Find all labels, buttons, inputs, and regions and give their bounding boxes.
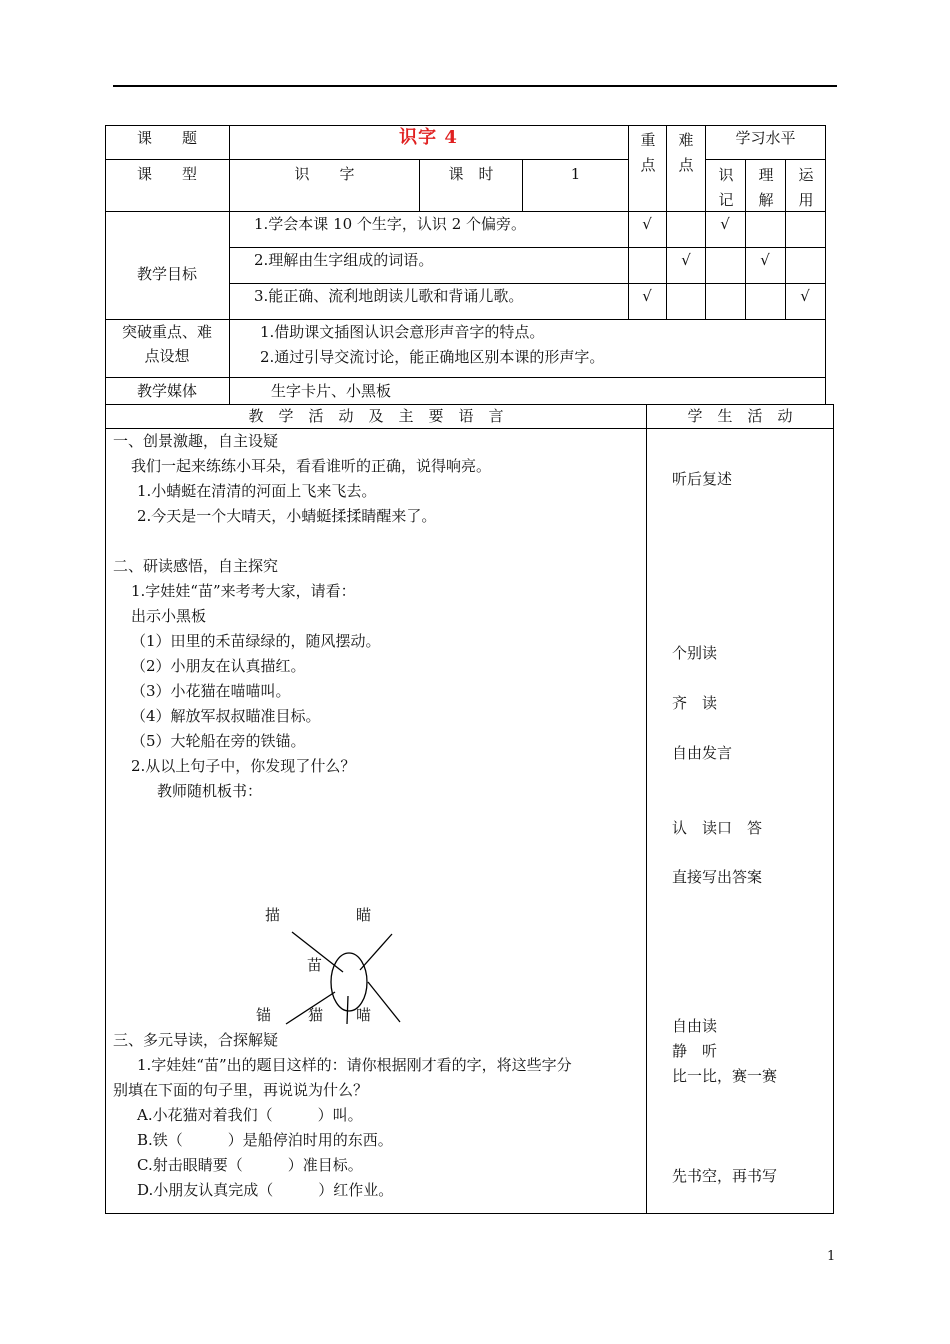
section2-sentence: （1）田里的禾苗绿绿的，随风摆动。 <box>131 632 381 650</box>
teacher-activity-header: 教 学 活 动 及 主 要 语 言 <box>248 407 504 425</box>
page-number: 1 <box>827 1249 836 1264</box>
student-activity: 自由发言 <box>672 744 733 762</box>
student-activity: 齐 读 <box>672 694 718 712</box>
diagram-ellipse <box>331 953 367 1011</box>
lesson-title: 识字 4 <box>399 127 458 148</box>
student-activity: 自由读 <box>672 1017 718 1035</box>
goal-memorize-mark: √ <box>720 215 730 233</box>
goal-key-mark: √ <box>642 287 652 305</box>
goals-label: 教学目标 <box>136 265 197 283</box>
breakthrough-line1: 1.借助课文插图认识会意形声音字的特点。 <box>260 323 545 341</box>
section3-item-line1: 1.字娃娃“苗”出的题目这样的：请你根据刚才看的字，将这些字分 <box>137 1056 572 1074</box>
breakthrough-label-line2: 点设想 <box>144 347 190 365</box>
key-point-header: 重点 <box>640 131 656 174</box>
period-label: 课 时 <box>448 165 494 183</box>
student-activity: 个别读 <box>672 644 718 662</box>
section3-question: D.小朋友认真完成（ ）红作业。 <box>137 1181 394 1199</box>
level-apply: 运用 <box>798 166 814 209</box>
diagram-char: 描 <box>265 906 281 924</box>
student-activity: 直接写出答案 <box>672 868 763 886</box>
student-activity-header: 学 生 活 动 <box>687 407 793 425</box>
difficulty-header: 难点 <box>678 131 694 174</box>
goal-apply-mark: √ <box>800 287 810 305</box>
section2-sentence: （2）小朋友在认真描红。 <box>131 657 306 675</box>
media-label: 教学媒体 <box>136 382 197 400</box>
diagram-char: 锚 <box>256 1006 272 1024</box>
section2-title: 二、研读感悟，自主探究 <box>113 557 279 575</box>
section1-item: 2.今天是一个大晴天，小蜻蜓揉揉睛醒来了。 <box>137 507 437 525</box>
student-activity: 认 读口 答 <box>672 819 763 837</box>
section3-item-line2: 别填在下面的句子里，再说说为什么？ <box>113 1081 369 1099</box>
student-activity: 听后复述 <box>672 470 733 488</box>
student-activity: 先书空，再书写 <box>672 1167 778 1185</box>
section3-question: A.小花猫对着我们（ ）叫。 <box>137 1106 363 1124</box>
diagram-char: 喵 <box>356 1006 372 1024</box>
level-understand: 理解 <box>758 166 774 209</box>
goal-text: 3.能正确、流利地朗读儿歌和背诵儿歌。 <box>254 287 524 305</box>
section3-question: C.射击眼睛要（ ）准目标。 <box>137 1156 363 1174</box>
section2-sentence: （3）小花猫在喵喵叫。 <box>131 682 291 700</box>
section1-intro: 我们一起来练练小耳朵，看看谁听的正确，说得响亮。 <box>131 457 492 475</box>
section3-title: 三、多元导读，合探解疑 <box>113 1031 279 1049</box>
section2-item: 1.字娃娃“苗”来考考大家，请看： <box>131 582 356 600</box>
diagram-center-char: 苗 <box>307 956 323 974</box>
diagram-line <box>368 982 400 1022</box>
goal-text: 1.学会本课 10 个生字，认识 2 个偏旁。 <box>254 215 527 233</box>
breakthrough-label-line1: 突破重点、难 <box>121 323 212 341</box>
media-value: 生字卡片、小黑板 <box>271 382 392 400</box>
student-activity: 比一比，赛一赛 <box>672 1067 778 1085</box>
diagram-char: 猫 <box>308 1006 324 1024</box>
type-value: 识 字 <box>294 165 355 183</box>
student-activity: 静 听 <box>672 1042 718 1060</box>
section1-item: 1.小蜻蜓在清清的河面上飞来飞去。 <box>137 482 377 500</box>
diagram-line <box>360 934 392 970</box>
goal-text: 2.理解由生字组成的词语。 <box>254 251 434 269</box>
section2-sentence: （4）解放军叔叔瞄准目标。 <box>131 707 321 725</box>
section3-question: B.铁（ ）是船停泊时用的东西。 <box>137 1131 393 1149</box>
diagram-char: 瞄 <box>356 906 372 924</box>
goal-understand-mark: √ <box>760 251 770 269</box>
breakthrough-line2: 2.通过引导交流讨论，能正确地区别本课的形声字。 <box>260 348 605 366</box>
section2-board-note: 教师随机板书： <box>157 782 263 800</box>
header-rule <box>113 85 837 87</box>
topic-label: 课 题 <box>136 129 197 147</box>
section2-item: 2.从以上句子中，你发现了什么？ <box>131 757 356 775</box>
period-value: 1 <box>570 165 581 183</box>
goal-key-mark: √ <box>642 215 652 233</box>
goal-difficult-mark: √ <box>681 251 691 269</box>
section2-sentence: （5）大轮船在旁的铁锚。 <box>131 732 306 750</box>
diagram-line <box>347 996 348 1024</box>
learning-level-header: 学习水平 <box>735 129 796 147</box>
level-memorize: 识记 <box>718 166 734 209</box>
section1-title: 一、创景激趣，自主设疑 <box>113 432 279 450</box>
type-label: 课 型 <box>136 165 197 183</box>
section2-show: 出示小黑板 <box>131 607 207 625</box>
